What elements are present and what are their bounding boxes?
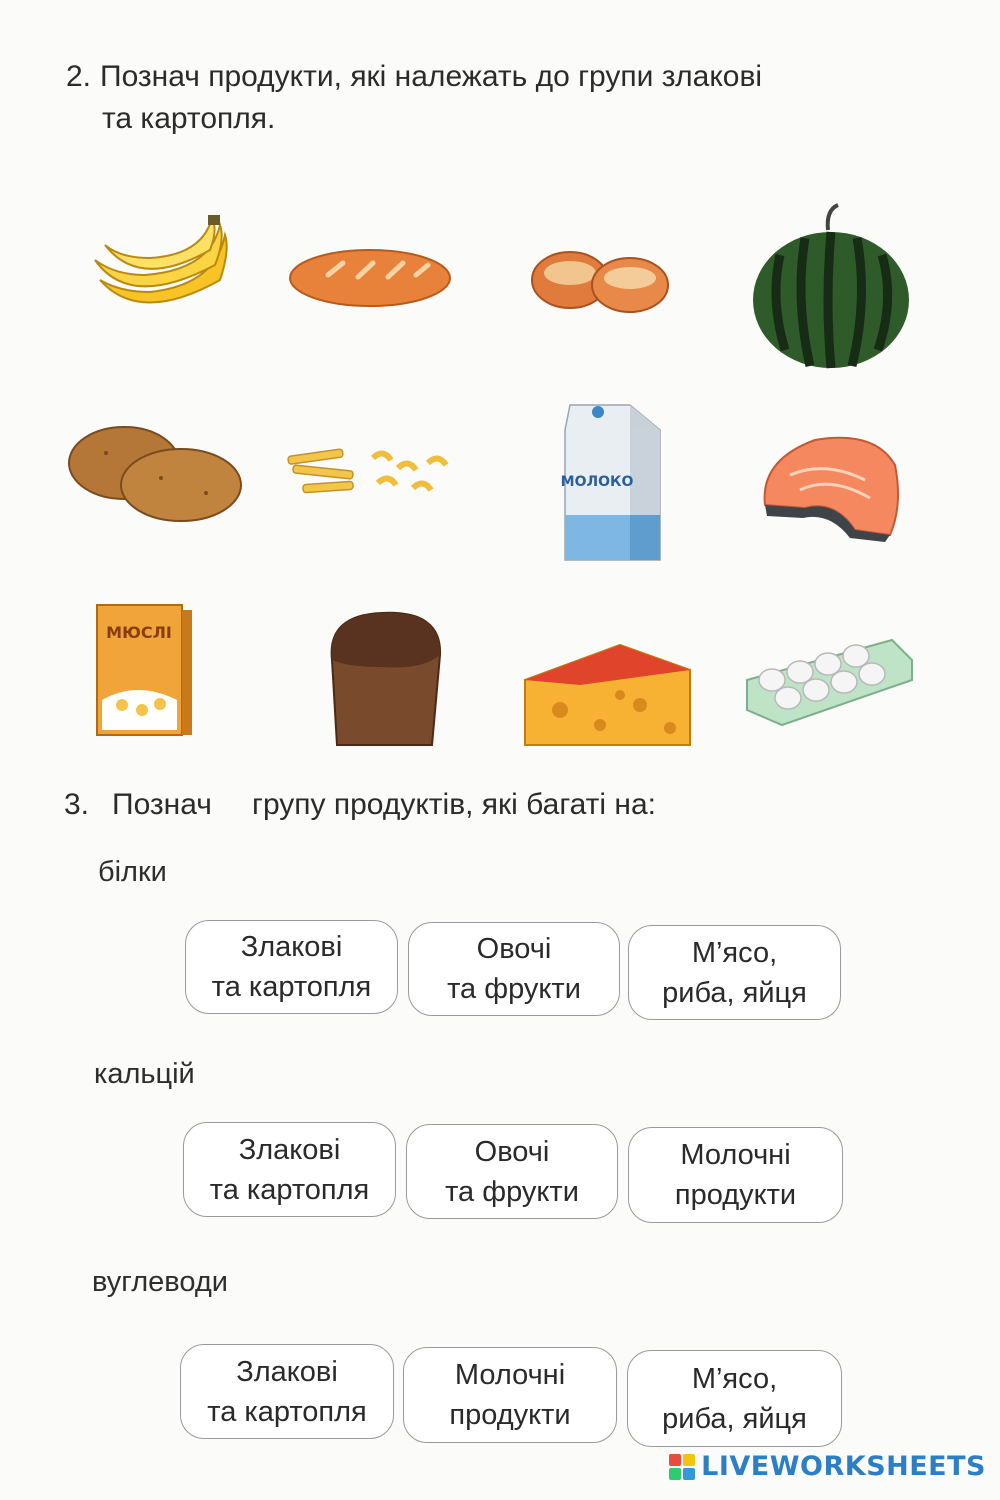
option-line-2: та картопля: [209, 1173, 370, 1206]
carbs-option-meat[interactable]: [627, 1350, 842, 1447]
option-line-2: риба, яйця: [662, 1402, 807, 1435]
option-line-2: та фрукти: [447, 973, 581, 1005]
calcium-option-vegetables[interactable]: [406, 1124, 618, 1219]
calcium-option-dairy[interactable]: [628, 1127, 843, 1223]
question-3-text: групу продуктів, які багаті на:: [252, 788, 656, 821]
option-line-1: Злакові: [240, 931, 343, 963]
group-label-proteins: білки: [98, 856, 167, 888]
pasta-image[interactable]: [283, 443, 458, 503]
option-line-1: Молочні: [680, 1139, 791, 1171]
proteins-option-grains[interactable]: [185, 920, 398, 1014]
potatoes-image[interactable]: [66, 423, 242, 523]
option-line-1: М’ясо,: [691, 936, 778, 969]
salmon-image[interactable]: [755, 430, 905, 545]
option-line-1: Овочі: [474, 1135, 550, 1168]
option-line-2: риба, яйця: [662, 976, 807, 1009]
question-3-number: 3.: [64, 788, 90, 821]
group-label-carbohydrates: вуглеводи: [92, 1266, 228, 1298]
milk-carton-image[interactable]: [560, 400, 665, 565]
option-line-1: М’ясо,: [691, 1362, 778, 1395]
milk-carton-text: МОЛОКО: [560, 474, 634, 490]
question-2-line-2: та картопля.: [102, 102, 276, 135]
proteins-option-meat[interactable]: [628, 925, 841, 1020]
option-line-1: Злакові: [236, 1355, 338, 1388]
liveworksheets-logo: [669, 1451, 986, 1482]
liveworksheets-logo-text: LIVEWORKSHEETS: [701, 1451, 986, 1482]
muesli-box-text: МЮСЛІ: [106, 623, 172, 642]
option-line-2: та картопля: [207, 1395, 367, 1428]
option-line-2: та картопля: [211, 971, 372, 1003]
bread-loaf-image[interactable]: [288, 245, 453, 310]
option-line-1: Овочі: [476, 933, 552, 965]
proteins-option-vegetables[interactable]: [408, 922, 620, 1016]
option-line-2: продукти: [449, 1399, 571, 1431]
option-line-2: та фрукти: [445, 1175, 579, 1208]
muesli-box-image[interactable]: [92, 600, 194, 740]
option-line-2: продукти: [674, 1179, 797, 1211]
group-label-calcium: кальцій: [94, 1058, 195, 1090]
cheese-image[interactable]: [520, 640, 692, 748]
option-line-1: Молочні: [454, 1359, 566, 1391]
carbs-option-grains[interactable]: [180, 1344, 394, 1439]
question-2-number: 2.: [66, 60, 92, 93]
calcium-option-grains[interactable]: [183, 1122, 396, 1217]
question-3: [64, 786, 764, 826]
watermelon-image[interactable]: [750, 200, 912, 370]
carbs-option-dairy[interactable]: [403, 1347, 617, 1443]
liveworksheets-logo-icon: [669, 1454, 695, 1480]
buns-image[interactable]: [530, 245, 670, 315]
rye-bread-image[interactable]: [322, 605, 450, 750]
option-line-1: Злакові: [238, 1133, 341, 1166]
question-2-line-1: Познач продукти, які належать до групи злакові: [100, 60, 763, 93]
question-2: [66, 58, 886, 138]
banana-image[interactable]: [80, 210, 240, 330]
question-3-word: Познач: [112, 788, 212, 821]
eggs-image[interactable]: [742, 620, 914, 730]
